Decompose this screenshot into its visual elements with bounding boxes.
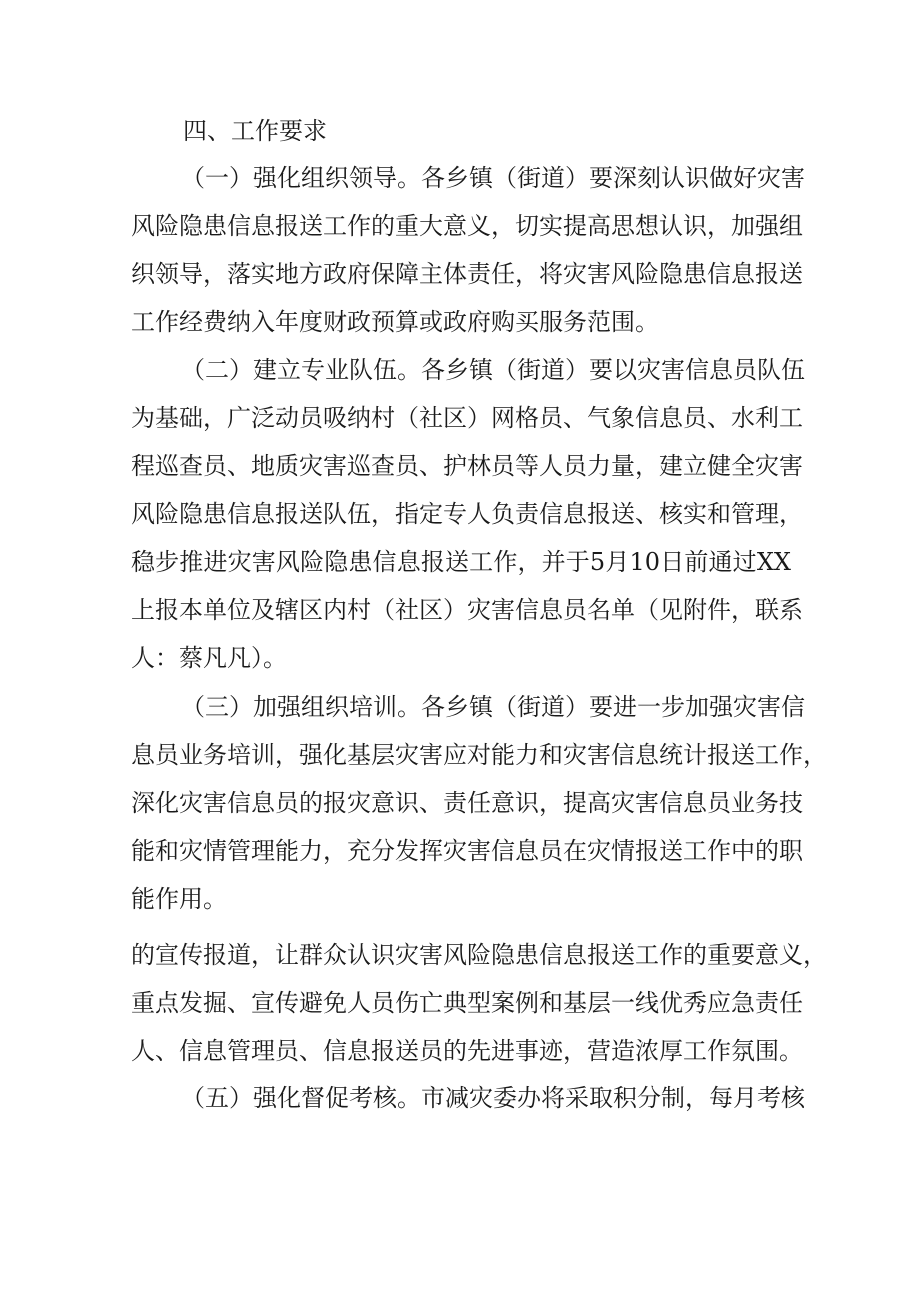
paragraph-1-line-1: （一）强化组织领导。各乡镇（街道）要深刻认识做好灾害 xyxy=(181,164,805,192)
paragraph-3-line-2: 息员业务培训，强化基层灾害应对能力和灾害信息统计报送工作， xyxy=(131,741,827,769)
paragraph-2-line-2: 为基础，广泛动员吸纳村（社区）网格员、气象信息员、水利工 xyxy=(131,404,803,432)
paragraph-2-line-4: 风险隐患信息报送队伍，指定专人负责信息报送、核实和管理， xyxy=(131,500,803,528)
paragraph-3-line-5: 能作用。 xyxy=(131,885,227,913)
paragraph-1-line-2: 风险隐患信息报送工作的重大意义，切实提高思想认识，加强组 xyxy=(131,212,803,240)
paragraph-2-line-1: （二）建立专业队伍。各乡镇（街道）要以灾害信息员队伍 xyxy=(181,356,805,384)
paragraph-4-line-2: 重点发掘、宣传避免人员伤亡典型案例和基层一线优秀应急责任 xyxy=(131,989,803,1017)
paragraph-2-line-7: 人：蔡凡凡）。 xyxy=(131,644,287,672)
paragraph-3-line-3: 深化灾害信息员的报灾意识、责任意识，提高灾害信息员业务技 xyxy=(131,789,803,817)
paragraph-2-line-6: 上报本单位及辖区内村（社区）灾害信息员名单（见附件，联系 xyxy=(131,596,803,624)
paragraph-2-line-3: 程巡查员、地质灾害巡查员、护林员等人员力量，建立健全灾害 xyxy=(131,452,803,480)
paragraph-1-line-4: 工作经费纳入年度财政预算或政府购买服务范围。 xyxy=(131,308,659,336)
paragraph-4-line-1: 的宣传报道，让群众认识灾害风险隐患信息报送工作的重要意义， xyxy=(131,941,827,969)
paragraph-2-line-5: 稳步推进灾害风险隐患信息报送工作，并于5月10日前通过XX xyxy=(131,548,791,576)
paragraph-4-line-3: 人、信息管理员、信息报送员的先进事迹，营造浓厚工作氛围。 xyxy=(131,1037,803,1065)
paragraph-1-line-3: 织领导，落实地方政府保障主体责任，将灾害风险隐患信息报送 xyxy=(131,260,803,288)
paragraph-5-line-1: （五）强化督促考核。市减灾委办将采取积分制，每月考核 xyxy=(181,1084,805,1112)
section-heading: 四、工作要求 xyxy=(183,117,327,145)
paragraph-3-line-1: （三）加强组织培训。各乡镇（街道）要进一步加强灾害信 xyxy=(181,693,805,721)
paragraph-3-line-4: 能和灾情管理能力，充分发挥灾害信息员在灾情报送工作中的职 xyxy=(131,837,803,865)
